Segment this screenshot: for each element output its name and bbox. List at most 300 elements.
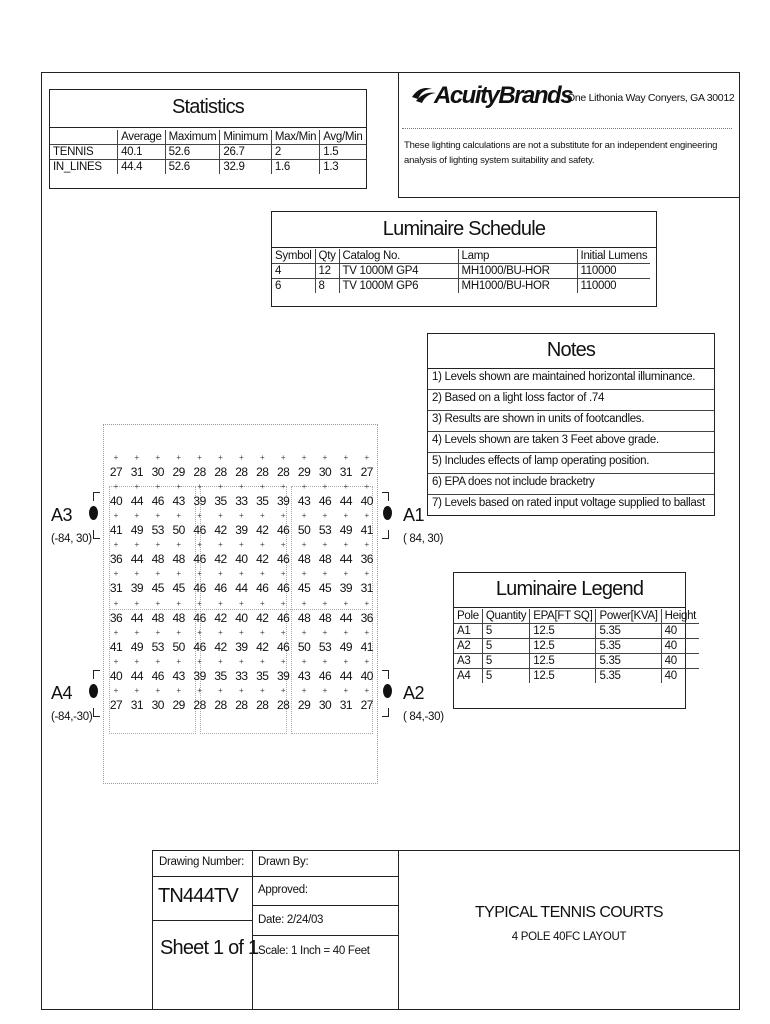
col-header: Catalog No. [339,249,458,264]
col-header: Height [661,609,699,624]
grid-point-marker: + [197,685,202,695]
cell: 8 [315,279,339,294]
cell: A1 [457,625,471,637]
grid-value: 53 [151,523,164,538]
cell: 110000 [577,264,650,279]
grid-point-marker: + [364,569,370,579]
grid-point-marker: + [113,656,119,666]
title-block-divider [252,935,398,936]
grid-value: 48 [151,552,164,567]
grid-value: 46 [277,581,290,596]
grid-point-marker: + [280,540,286,550]
grid-value: 39 [193,494,206,509]
grid-point-marker: + [301,685,307,695]
row-name: IN_LINES [50,160,118,175]
grid-value: 41 [109,639,123,654]
grid-value: 28 [214,697,227,712]
pole-bracket-icon [382,530,389,539]
grid-value: 45 [297,581,311,596]
cell: 5.35 [596,669,661,684]
grid-point-marker: + [343,569,349,579]
grid-point-marker: + [364,598,370,608]
cell: 1.5 [320,145,366,160]
grid-value: 39 [130,581,144,596]
table-row [454,654,699,669]
cell: 44.4 [118,160,166,175]
cell: 5 [482,654,529,669]
grid-value: 27 [109,697,123,712]
grid-point-marker: + [218,656,223,666]
pole-label-a3: A3 [51,505,73,525]
cell: 40 [661,639,699,654]
grid-point-marker: + [259,540,265,550]
grid-point-marker: + [239,656,244,666]
grid-value: 40 [360,494,373,509]
grid-value: 36 [109,610,123,625]
grid-point-marker: + [322,685,328,695]
grid-point-marker: + [322,569,328,579]
disclaimer-text: These lighting calculations are not a substitute for an independent engineering analysis of lighting system suitability and safety. [404,140,718,166]
grid-value: 49 [339,523,353,538]
grid-point-marker: + [364,511,370,521]
grid-value: 27 [360,465,373,479]
grid-value: 43 [172,668,185,683]
pole-bracket-icon [382,708,389,717]
grid-point-marker: + [176,598,182,608]
grid-value: 46 [193,581,206,596]
grid-value: 46 [256,581,269,596]
grid-point-marker: + [155,482,161,492]
grid-value: 46 [151,494,164,509]
grid-point-marker: + [218,685,223,695]
drawing-title: TYPICAL TENNIS COURTS [474,904,664,921]
cell: 40.1 [118,145,166,160]
legend-table [454,609,699,683]
pole-coord-a3: (-84, 30) [51,533,92,545]
row-name: TENNIS [53,146,94,158]
cell: 5 [482,639,529,654]
grid-value: 39 [339,581,353,596]
grid-point-marker: + [239,569,244,579]
table-row [50,145,366,160]
cell: 2 [271,145,319,160]
grid-point-marker: + [218,627,223,637]
grid-value: 28 [235,465,248,479]
grid-value: 49 [130,523,144,538]
grid-point-marker: + [301,569,307,579]
grid-point-marker: + [218,569,223,579]
grid-value: 33 [235,494,248,509]
grid-value: 42 [256,552,269,567]
grid-value: 27 [109,465,123,479]
col-header: Power[KVA] [596,609,661,624]
grid-point-marker: + [155,569,161,579]
grid-point-marker: + [322,453,328,462]
grid-point-marker: + [364,453,370,462]
pole-marker-a1-icon [383,506,392,520]
grid-point-marker: + [218,482,223,492]
header-divider [402,128,732,129]
grid-point-marker: + [364,482,370,492]
grid-value: 44 [339,494,353,509]
grid-point-marker: + [280,511,286,521]
grid-value: 46 [318,494,332,509]
grid-value: 46 [277,610,290,625]
drawing-number: TN444TV [158,885,238,907]
grid-value: 28 [193,465,206,479]
grid-point-marker: + [113,685,119,695]
table-row [272,264,650,279]
grid-point-marker: + [113,627,119,637]
cell: 5.35 [596,639,661,654]
cell: 5 [482,624,529,639]
grid-point-marker: + [113,569,119,579]
grid-point-marker: + [197,627,202,637]
grid-value: 40 [360,668,373,683]
statistics-box [49,89,367,189]
grid-value: 48 [297,552,311,567]
grid-point-marker: + [322,482,328,492]
grid-point-marker: + [364,656,370,666]
grid-point-marker: + [134,540,140,550]
grid-point-marker: + [301,453,307,462]
grid-point-marker: + [280,453,286,462]
grid-point-marker: + [218,540,223,550]
grid-value: 44 [130,552,144,567]
pole-coord-a2: ( 84,-30) [403,711,444,723]
grid-value: 35 [214,668,227,683]
cell: 40 [661,654,699,669]
company-logo [410,79,573,111]
note-item: 7) Levels based on rated input voltage supplied to ballast [432,497,705,509]
grid-value: 31 [130,465,144,479]
grid-point-marker: + [176,453,182,462]
grid-value: 40 [109,494,123,509]
grid-value: 45 [151,581,164,596]
cell: 5.35 [596,654,661,669]
cell: 52.6 [165,160,220,175]
table-row [454,639,699,654]
table-row [454,624,699,639]
grid-point-marker: + [134,453,140,462]
col-header: Symbol [272,249,315,264]
grid-value: 35 [214,494,227,509]
cell: 5.35 [596,624,661,639]
title-block-divider [252,876,398,877]
grid-point-marker: + [155,540,161,550]
title-block-divider [398,850,399,1010]
grid-point-marker: + [280,685,286,695]
grid-value: 45 [318,581,332,596]
grid-point-marker: + [155,685,161,695]
grid-value: 36 [360,610,373,625]
grid-point-marker: + [197,511,202,521]
grid-point-marker: + [259,453,265,462]
grid-point-marker: + [259,627,265,637]
grid-point-marker: + [322,598,328,608]
grid-value: 29 [297,465,311,479]
col-header: Minimum [220,130,272,145]
legend-title-rule [454,607,685,608]
grid-value: 48 [172,610,185,625]
col-header: Maximum [165,130,220,145]
date: Date: 2/24/03 [258,914,324,926]
title-block [152,850,740,1010]
luminaire-schedule-box [271,211,657,307]
grid-point-marker: + [239,598,244,608]
grid-value: 46 [193,552,206,567]
grid-point-marker: + [176,482,182,492]
grid-point-marker: + [322,511,328,521]
grid-value: 40 [235,610,248,625]
grid-point-marker: + [301,598,307,608]
grid-point-marker: + [280,598,286,608]
note-item: 5) Includes effects of lamp operating position. [428,453,714,474]
drawn-by: Drawn By: [258,856,309,868]
grid-point-marker: + [134,482,140,492]
legend-header-row [454,609,699,624]
grid-value: 44 [130,494,144,509]
cell: 40 [661,669,699,684]
grid-value: 28 [277,465,290,479]
grid-value: 40 [235,552,248,567]
grid-value: 43 [172,494,185,509]
grid-value: 41 [109,523,123,538]
col-header: Initial Lumens [577,249,650,264]
grid-point-marker: + [364,540,370,550]
grid-point-marker: + [155,656,161,666]
pole-marker-a3-icon [89,506,98,520]
grid-point-marker: + [134,627,140,637]
grid-value: 46 [277,552,290,567]
grid-value: 46 [277,639,290,654]
grid-value: 44 [130,668,144,683]
col-header: Max/Min [271,130,319,145]
cell: 5 [482,669,529,684]
grid-point-marker: + [343,656,349,666]
grid-point-marker: + [343,598,349,608]
grid-point-marker: + [301,540,307,550]
notes-box [427,333,715,369]
grid-point-marker: + [322,627,328,637]
grid-value: 28 [256,465,269,479]
pole-label-a2: A2 [403,683,425,703]
grid-value: 53 [151,639,164,654]
grid-value: 28 [235,697,248,712]
grid-value: 48 [318,610,332,625]
grid-value: 48 [172,552,185,567]
grid-value: 46 [151,668,164,683]
grid-value: 50 [297,523,311,538]
grid-value: 35 [256,668,269,683]
cell: 110000 [577,279,650,294]
grid-value: 30 [151,697,164,712]
grid-point-marker: + [134,511,140,521]
grid-point-marker: + [134,569,140,579]
table-row [454,669,699,684]
grid-value: 33 [235,668,248,683]
grid-value: 36 [360,552,373,567]
grid-point-marker: + [343,627,349,637]
grid-point-marker: + [134,656,140,666]
statistics-title: Statistics [171,96,245,118]
cell: 32.9 [220,160,272,175]
grid-value: 28 [256,697,269,712]
cell: A3 [454,654,482,669]
grid-point-marker: + [197,569,202,579]
title-block-divider [252,905,398,906]
grid-value: 31 [360,581,373,596]
grid-point-marker: + [343,685,349,695]
table-row [272,279,650,294]
grid-value: 53 [318,523,332,538]
grid-value: 41 [360,523,373,538]
pole-coord-a4: (-84,-30) [51,711,93,723]
cell: 1.3 [320,160,366,175]
cell: 40 [661,624,699,639]
cell: 6 [272,279,315,294]
grid-point-marker: + [239,685,244,695]
grid-point-marker: + [239,482,244,492]
notes-title: Notes [546,339,596,361]
col-header: Quantity [482,609,529,624]
grid-value: 28 [214,465,227,479]
grid-value: 46 [193,610,206,625]
grid-value: 36 [109,552,123,567]
grid-value: 42 [214,639,227,654]
grid-point-marker: + [113,540,119,550]
schedule-title: Luminaire Schedule [382,218,546,240]
grid-value: 31 [339,465,353,479]
col-header: Qty [315,249,339,264]
grid-value: 44 [339,610,353,625]
grid-point-marker: + [301,511,307,521]
grid-value: 31 [339,697,353,712]
grid-point-marker: + [259,569,265,579]
grid-point-marker: + [259,685,265,695]
cell: 4 [275,265,282,277]
grid-value: 46 [193,523,206,538]
grid-point-marker: + [197,656,202,666]
grid-point-marker: + [134,685,140,695]
grid-value: 39 [193,668,206,683]
grid-value: 29 [172,697,185,712]
statistics-title-rule [50,127,366,128]
grid-value: 29 [172,465,185,479]
grid-point-marker: + [176,569,182,579]
logo-text: AcuityBrands [434,82,573,109]
grid-point-marker: + [176,656,182,666]
grid-point-marker: + [239,540,244,550]
grid-point-marker: + [364,627,370,637]
statistics-table [50,130,366,174]
grid-point-marker: + [176,540,182,550]
luminaire-legend-box [453,572,697,709]
grid-value: 30 [151,465,164,479]
cell: 1.6 [271,160,319,175]
grid-point-marker: + [197,540,202,550]
grid-point-marker: + [343,482,349,492]
grid-point-marker: + [113,511,119,521]
pole-marker-a4-icon [89,684,98,698]
cell: MH1000/BU-HOR [458,279,577,294]
grid-value: 42 [214,552,227,567]
company-address: One Lithonia Way Conyers, GA 30012 [567,92,735,104]
grid-value: 48 [318,552,332,567]
grid-point-marker: + [259,598,265,608]
grid-point-marker: + [280,482,286,492]
grid-point-marker: + [239,511,244,521]
title-block-divider [152,876,252,877]
grid-value: 49 [339,639,353,654]
grid-point-marker: + [301,627,307,637]
pole-bracket-icon [93,530,100,539]
cell: TV 1000M GP6 [339,279,458,294]
grid-value: 28 [277,697,290,712]
grid-value: 28 [193,697,206,712]
cell: 12 [315,264,339,279]
grid-value: 44 [235,581,248,596]
grid-value: 44 [130,610,144,625]
grid-point-marker: + [322,540,328,550]
grid-value: 42 [256,610,269,625]
grid-point-marker: + [197,482,202,492]
grid-point-marker: + [280,656,286,666]
cell: 52.6 [165,145,220,160]
cell: 12.5 [530,654,596,669]
grid-point-marker: + [176,685,182,695]
grid-point-marker: + [280,569,286,579]
grid-value: 31 [130,697,144,712]
note-item: 1) Levels shown are maintained horizontal illuminance. [428,369,714,390]
grid-point-marker: + [218,598,223,608]
grid-point-marker: + [155,511,161,521]
grid-value: 27 [360,697,373,712]
col-header: Avg/Min [320,130,366,145]
grid-value: 29 [297,697,311,712]
grid-point-marker: + [134,598,140,608]
cell: A4 [454,669,482,684]
legend-title: Luminaire Legend [495,578,644,600]
grid-value: 50 [172,523,185,538]
grid-value: 41 [360,639,373,654]
grid-point-marker: + [176,627,182,637]
drawing-subtitle: 4 POLE 40FC LAYOUT [511,931,627,943]
grid-value: 46 [193,639,206,654]
grid-value: 31 [109,581,123,596]
cell: MH1000/BU-HOR [458,264,577,279]
grid-point-marker: + [113,598,119,608]
grid-value: 48 [297,610,311,625]
grid-value: 30 [318,465,332,479]
grid-value: 35 [256,494,269,509]
grid-value: 49 [130,639,144,654]
grid-value: 30 [318,697,332,712]
cell: A2 [454,639,482,654]
cell: 12.5 [530,639,596,654]
grid-value: 42 [256,523,269,538]
cell: 12.5 [530,624,596,639]
pole-marker-a2-icon [383,684,392,698]
grid-point-marker: + [218,511,223,521]
drawing-number-label: Drawing Number: [159,856,244,868]
cell: 26.7 [220,145,272,160]
title-block-divider [152,920,252,921]
grid-value: 50 [297,639,311,654]
grid-value: 44 [339,668,353,683]
grid-value: 43 [297,668,311,683]
grid-point-marker: + [364,685,370,695]
